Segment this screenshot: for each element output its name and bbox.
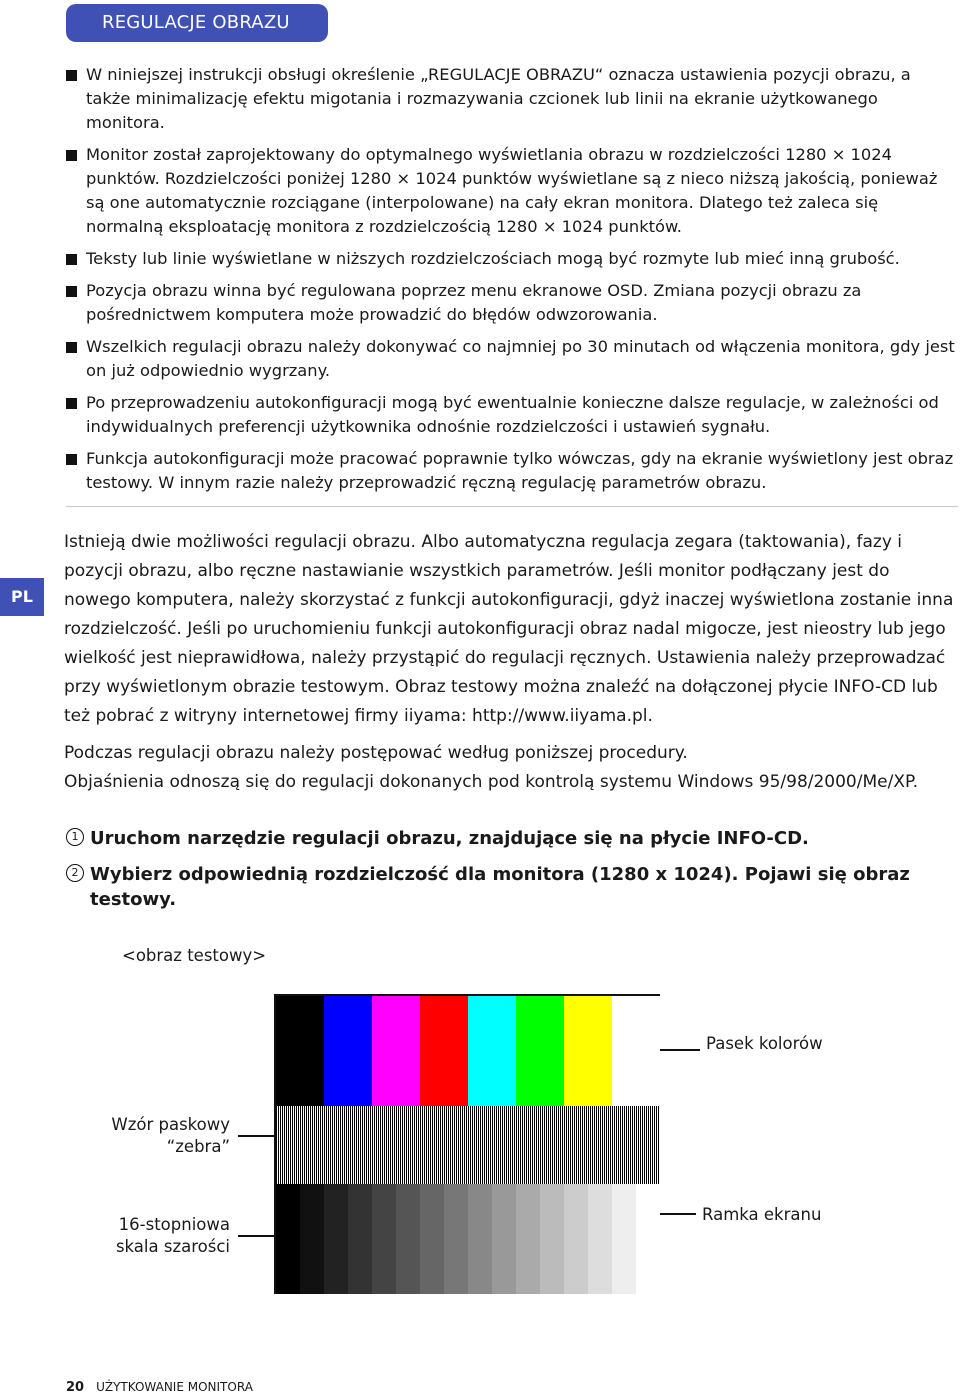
- grayscale-strip: [276, 1184, 660, 1294]
- frame-label: Ramka ekranu: [702, 1205, 822, 1224]
- test-image-caption: <obraz testowy>: [122, 946, 267, 965]
- grayscale-step: [396, 1184, 420, 1294]
- grayscale-step: [516, 1184, 540, 1294]
- grayscale-step: [468, 1184, 492, 1294]
- square-bullet-icon: [66, 398, 77, 409]
- color-bar-strip: [276, 996, 660, 1106]
- language-tab: PL: [0, 578, 44, 616]
- notes-list: [66, 63, 956, 503]
- grayscale-step: [588, 1184, 612, 1294]
- section-divider: [66, 506, 958, 507]
- list-item-text: W niniejszej instrukcji obsługi określenie „REGULACJE OBRAZU“ oznacza ustawienia pozycji obrazu, a także minimalizację efektu migotania i rozmazywania czcionek lub linii na ekranie użytkowanego monitora.: [86, 65, 911, 132]
- color-bar: [516, 996, 564, 1106]
- color-bar: [420, 996, 468, 1106]
- list-item-text: Pozycja obrazu winna być regulowana poprzez menu ekranowe OSD. Zmiana pozycji obrazu za pośrednictwem komputera może prowadzić do błędów odwzorowania.: [86, 281, 862, 324]
- color-bar: [564, 996, 612, 1106]
- test-pattern-image: [274, 994, 660, 1294]
- list-item: [66, 391, 956, 439]
- page-footer: [66, 1380, 253, 1395]
- grayscale-step: [540, 1184, 564, 1294]
- grayscale-step: [636, 1184, 660, 1294]
- square-bullet-icon: [66, 150, 77, 161]
- callout-line: [660, 1049, 700, 1051]
- color-bar: [468, 996, 516, 1106]
- procedure-text-2: Objaśnienia odnoszą się do regulacji dokonanych pod kontrolą systemu Windows 95/98/2000/Me/XP.: [64, 772, 918, 792]
- list-item-text: Funkcja autokonfiguracji może pracować poprawnie tylko wówczas, gdy na ekranie wyświetlony jest obraz testowy. W innym razie należy przeprowadzić ręczną regulację parametrów obrazu.: [86, 449, 954, 492]
- callout-line: [238, 1135, 274, 1137]
- color-bar: [612, 996, 660, 1106]
- square-bullet-icon: [66, 286, 77, 297]
- grayscale-step: [276, 1184, 300, 1294]
- grayscale-step: [300, 1184, 324, 1294]
- list-item: [66, 335, 956, 383]
- step-number-circle: 1: [66, 828, 84, 846]
- color-bar: [276, 996, 324, 1106]
- list-item-text: Wszelkich regulacji obrazu należy dokonywać co najmniej po 30 minutach od włączenia monitora, gdy jest on już odpowiednio wygrzany.: [86, 337, 955, 380]
- step-item: [66, 862, 926, 912]
- callout-line: [238, 1235, 274, 1237]
- grayscale-step: [492, 1184, 516, 1294]
- list-item-text: Po przeprowadzeniu autokonfiguracji mogą być ewentualnie konieczne dalsze regulacje, w zależności od indywidualnych preferencji użytkownika odnośnie rozdzielczości i ustawień sygnału.: [86, 393, 939, 436]
- grayscale-label-1: 16-stopniowa: [118, 1215, 230, 1234]
- grayscale-step: [348, 1184, 372, 1294]
- grayscale-step: [444, 1184, 468, 1294]
- page-number: 20: [66, 1380, 85, 1395]
- square-bullet-icon: [66, 342, 77, 353]
- zebra-label-1: Wzór paskowy: [111, 1115, 230, 1134]
- color-bar: [324, 996, 372, 1106]
- grayscale-step: [324, 1184, 348, 1294]
- color-bar-label: Pasek kolorów: [706, 1034, 823, 1053]
- procedure-text-1: Podczas regulacji obrazu należy postępować według poniższej procedury.: [64, 743, 688, 763]
- list-item: [66, 63, 956, 135]
- list-item-text: Teksty lub linie wyświetlane w niższych rozdzielczościach mogą być rozmyte lub mieć inną grubość.: [86, 249, 900, 268]
- grayscale-step: [420, 1184, 444, 1294]
- grayscale-step: [564, 1184, 588, 1294]
- list-item: [66, 143, 956, 239]
- grayscale-step: [612, 1184, 636, 1294]
- square-bullet-icon: [66, 70, 77, 81]
- color-bar: [372, 996, 420, 1106]
- section-title-badge: REGULACJE OBRAZU: [66, 4, 328, 42]
- step-text: Uruchom narzędzie regulacji obrazu, znajdujące się na płycie INFO-CD.: [90, 828, 809, 849]
- callout-line: [660, 1213, 696, 1215]
- step-text: Wybierz odpowiednią rozdzielczość dla monitora (1280 x 1024). Pojawi się obraz testowy.: [90, 864, 910, 910]
- square-bullet-icon: [66, 454, 77, 465]
- zebra-pattern: [276, 1106, 660, 1184]
- step-item: [66, 826, 926, 851]
- zebra-label-2: “zebra”: [166, 1137, 230, 1156]
- grayscale-label-2: skala szarości: [115, 1237, 230, 1256]
- intro-paragraph: Istnieją dwie możliwości regulacji obrazu. Albo automatyczna regulacja zegara (taktowania), fazy i pozycji obrazu, albo ręczne nastawianie wszystkich parametrów. Jeśli monitor podłączany jest do nowego komputera, należy skorzystać z funkcji autokonfiguracji, gdyż inaczej wyświetlona zostanie inna rozdzielczość. Jeśli po uruchomieniu funkcji autokonfiguracji obraz nadal migocze, jest nieostry lub jego wielkość jest nieprawidłowa, należy przystąpić do regulacji ręcznych. Ustawienia należy przeprowadzać przy wyświetlonym obrazie testowym. Obraz testowy można znaleźć na dołączonej płycie INFO-CD lub też pobrać z witryny internetowej firmy iiyama: http://www.iiyama.pl.: [64, 532, 954, 726]
- list-item: [66, 447, 956, 495]
- footer-section: UŻYTKOWANIE MONITORA: [96, 1380, 253, 1394]
- grayscale-step: [372, 1184, 396, 1294]
- list-item-text: Monitor został zaprojektowany do optymalnego wyświetlania obrazu w rozdzielczości 1280 × 1024 punktów. Rozdzielczości poniżej 1280 × 1024 punktów wyświetlane są z nieco niższą jakością, ponieważ są one automatycznie rozciągane (interpolowane) na cały ekran monitora. Dlatego też zaleca się normalną eksploatację monitora z rozdzielczością 1280 × 1024 punktów.: [86, 145, 938, 236]
- list-item: [66, 279, 956, 327]
- steps-list: [66, 826, 926, 923]
- step-number-circle: 2: [66, 864, 84, 882]
- list-item: [66, 247, 956, 271]
- square-bullet-icon: [66, 254, 77, 265]
